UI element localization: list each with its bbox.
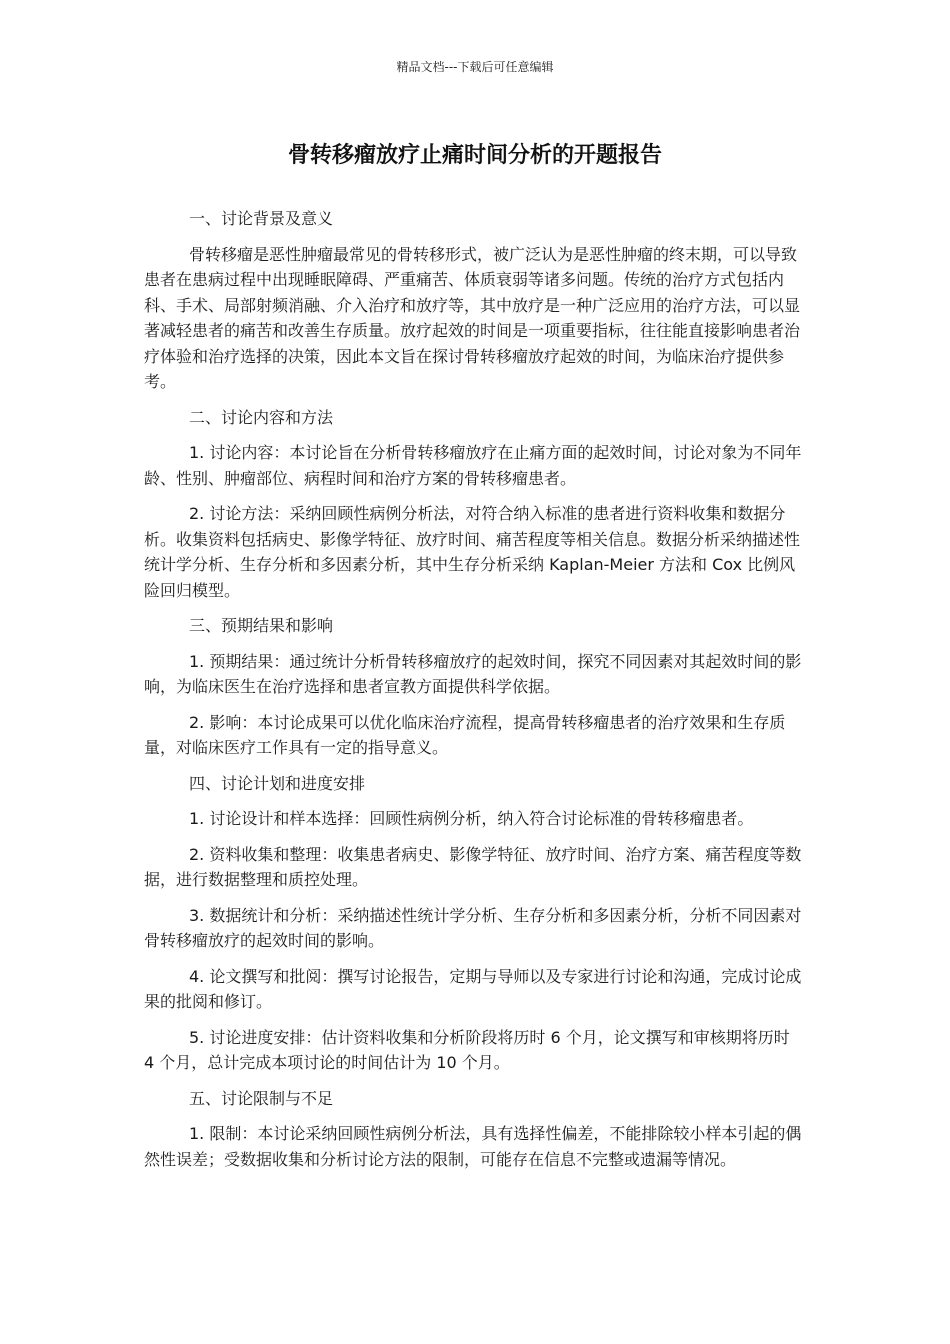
document-title: 骨转移瘤放疗止痛时间分析的开题报告 — [287, 143, 662, 168]
paragraph: 1. 讨论内容：本讨论旨在分析骨转移瘤放疗在止痛方面的起效时间，讨论对象为不同年龄、性别、肿瘤部位、病程时间和治疗方案的骨转移瘤患者。 — [144, 443, 802, 488]
section-heading: 二、讨论内容和方法 — [189, 407, 334, 427]
section-heading: 一、讨论背景及意义 — [189, 209, 334, 228]
paragraph: 3. 数据统计和分析：采纳描述性统计学分析、生存分析和多因素分析，分析不同因素对骨转移瘤放疗的起效时间的影响。 — [144, 905, 802, 950]
paragraph: 2. 讨论方法：采纳回顾性病例分析法，对符合纳入标准的患者进行资料收集和数据分析。收集资料包括病史、影像学特征、放疗时间、痛苦程度等相关信息。数据分析采纳描述性统计学分析、生存分析和多因素分析，其中生存分析采纳 Kaplan-Meier 方法和 Cox 比例风险回归模型。 — [144, 504, 801, 600]
section-heading: 四、讨论计划和进度安排 — [189, 773, 366, 793]
paragraph: 1. 限制：本讨论采纳回顾性病例分析法，具有选择性偏差，不能排除较小样本引起的偶然性误差；受数据收集和分析讨论方法的限制，可能存在信息不完整或遗漏等情况。 — [144, 1124, 802, 1169]
paragraph: 1. 讨论设计和样本选择：回顾性病例分析，纳入符合讨论标准的骨转移瘤患者。 — [189, 809, 754, 828]
paragraph: 骨转移瘤是恶性肿瘤最常见的骨转移形式，被广泛认为是恶性肿瘤的终末期，可以导致患者在患病过程中出现睡眠障碍、严重痛苦、体质衰弱等诸多问题。传统的治疗方式包括内科、手术、局部射频消融、介入治疗和放疗等，其中放疗是一种广泛应用的治疗方法，可以显著减轻患者的痛苦和改善生存质量。放疗起效的时间是一项重要指标，往往能直接影响患者治疗体验和治疗选择的决策，因此本文旨在探讨骨转移瘤放疗起效的时间，为临床治疗提供参考。 — [144, 244, 801, 391]
paragraph: 1. 预期结果：通过统计分析骨转移瘤放疗的起效时间，探究不同因素对其起效时间的影响，为临床医生在治疗选择和患者宣教方面提供科学依据。 — [144, 651, 802, 696]
document-body — [144, 206, 804, 1182]
paragraph: 4. 论文撰写和批阅：撰写讨论报告，定期与导师以及专家进行讨论和沟通，完成讨论成果的批阅和修订。 — [144, 966, 802, 1011]
paragraph: 2. 影响：本讨论成果可以优化临床治疗流程，提高骨转移瘤患者的治疗效果和生存质量，对临床医疗工作具有一定的指导意义。 — [144, 712, 786, 757]
paragraph: 5. 讨论进度安排：估计资料收集和分析阶段将历时 6 个月，论文撰写和审核期将历时 4 个月，总计完成本项讨论的时间估计为 10 个月。 — [144, 1027, 790, 1072]
section-heading: 三、预期结果和影响 — [189, 616, 334, 635]
paragraph: 2. 资料收集和整理：收集患者病史、影像学特征、放疗时间、治疗方案、痛苦程度等数据，进行数据整理和质控处理。 — [144, 844, 802, 889]
section-heading: 五、讨论限制与不足 — [189, 1088, 334, 1108]
header-note: 精品文档---下载后可任意编辑 — [396, 60, 554, 74]
